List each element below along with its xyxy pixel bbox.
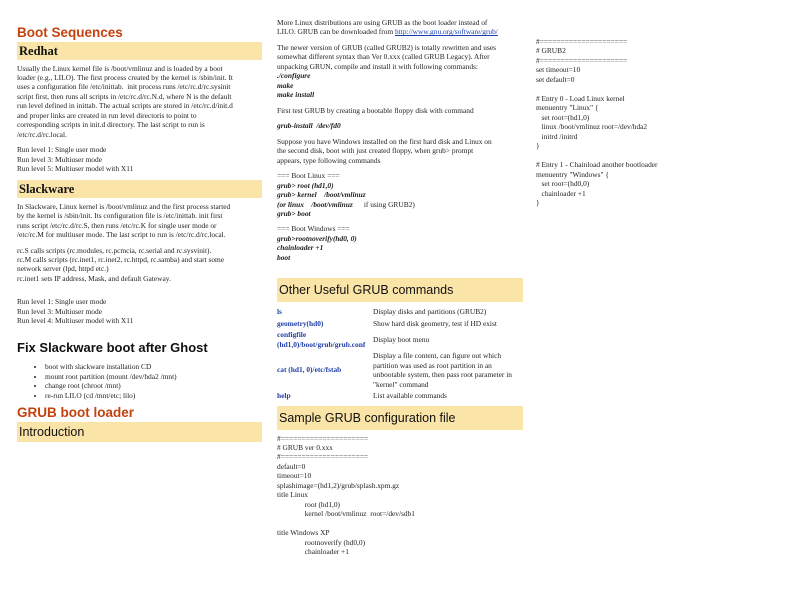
code-line: }	[536, 141, 540, 151]
command-line: ./configure	[277, 71, 311, 81]
floppy-command: grub-install /dev/fd0	[277, 121, 341, 131]
code-line: set default=0	[536, 74, 575, 84]
text-line: by the kernel is /sbin/init. Its configuration file is /etc/inittab. init first	[17, 211, 223, 221]
fix-slackware-title: Fix Slackware boot after Ghost	[17, 339, 208, 355]
command-line: make install	[277, 90, 315, 100]
grub-boot-loader-title: GRUB boot loader	[17, 405, 134, 421]
command-desc: List available commands	[373, 391, 447, 401]
runlevel-line: Run level 1: Single user mode	[17, 297, 107, 307]
text-line: corresponding scripts in init.d directory. The last script to run is	[17, 120, 205, 130]
text-line: and proper links are created in run level directoris to point to	[17, 110, 197, 120]
code-line: initrd /initrd	[536, 131, 578, 141]
command-name: cat (hd1, 0)/etc/fstab	[277, 365, 342, 375]
text-line: runs script /etc/rc.d/rc.S, then runs /etc/rc.K for single user mode or	[17, 220, 217, 230]
text-line: Usually the Linux kernel file is /boot/vmlinuz and is loaded by a boot	[17, 63, 223, 73]
text-line: In Slackware, Linux kernel is /boot/vmlinuz and the first process started	[17, 201, 231, 211]
list-item: • change root (chroot /mnt)	[45, 381, 262, 390]
text-line: appears, type following commands	[277, 155, 381, 165]
list-item: • mount root partition (mount /dev/hda2 /mnt)	[45, 372, 262, 381]
code-line: #=====================	[536, 37, 628, 46]
code-line: #=====================	[536, 55, 628, 65]
code-line: # Entry 0 - Load Linux kernel	[536, 93, 625, 103]
command-line: grub> boot	[277, 208, 311, 218]
grub2-paragraph	[277, 43, 523, 100]
grub2-note: if using GRUB2)	[352, 199, 415, 209]
slackware-paragraph	[17, 202, 262, 240]
code-line: title Windows XP	[277, 528, 330, 538]
command-name: help	[277, 391, 291, 401]
code-line: set root=(hd0,0)	[536, 179, 590, 189]
text-line: somewhat different syntax than Ver 0.xxx (called GRUB Legacy). After	[277, 52, 490, 62]
command-line: chainloader +1	[277, 243, 324, 253]
command-line: (or linux /boot/vmlinuz	[277, 199, 353, 209]
command-desc: Show hard disk geometry, test if HD exist	[373, 318, 497, 328]
redhat-paragraph	[17, 64, 262, 140]
command-line: grub>rootnoverify(hd0, 0)	[277, 233, 357, 243]
command-desc: Display a file content, can figure out which partition was used as root partition in an unbootable system, then pass root parameter in "kernel" command	[373, 351, 512, 389]
text-line: The newer version of GRUB (called GRUB2) is totally rewritten and uses	[277, 42, 496, 52]
command-name: ls	[277, 307, 282, 317]
redhat-heading: Redhat	[17, 42, 262, 60]
windows-linux-paragraph	[277, 137, 523, 165]
code-line: chainloader +1	[277, 547, 349, 557]
code-line: timeout=10	[277, 471, 312, 481]
text-line: /etc/rc.d/rc.local.	[17, 129, 67, 139]
column-1	[17, 20, 262, 446]
command-name: configfile (hd1,0)/boot/grub/grub.conf	[277, 330, 366, 349]
sample-config-lines	[277, 434, 523, 557]
slackware-heading: Slackware	[17, 180, 262, 198]
runlevel-line: Run level 5: Multiuser model with X11	[17, 164, 134, 174]
code-line: root (hd1,0)	[277, 499, 341, 509]
table-row	[277, 350, 523, 390]
code-line: menuentry "Linux" {	[536, 103, 599, 113]
grub-commands-table	[277, 306, 523, 401]
command-line: boot	[277, 252, 291, 262]
fix-steps-list	[17, 362, 262, 400]
command-line: grub> kernel /boot/vmlinuz	[277, 190, 366, 200]
command-name: geometry(hd0)	[277, 318, 324, 328]
text-line: rc.M calls scripts (rc.inet1, rc.inet2, rc.httpd, rc.samba) and start some	[17, 255, 225, 264]
text-line: Suppose you have Windows installed on the first hard disk and Linux on	[277, 136, 492, 146]
command-desc: Display disks and partitions (GRUB2)	[373, 307, 487, 317]
boot-linux-header: === Boot Linux ===	[277, 171, 340, 181]
code-line: #=====================	[277, 452, 369, 462]
code-line: set root=(hd1,0)	[536, 112, 590, 122]
code-line: #=====================	[277, 433, 369, 443]
text-line: the second disk, boot with just created floppy, when grub> prompt	[277, 146, 474, 156]
text-line: More Linux distributions are using GRUB as the boot loader instead of	[277, 18, 488, 27]
column-2	[277, 18, 523, 557]
sample-config-heading: Sample GRUB configuration file	[277, 406, 523, 430]
code-line	[536, 151, 736, 160]
grub2-config-lines	[536, 37, 736, 207]
boot-windows-block	[277, 224, 523, 262]
redhat-runlevels	[17, 145, 262, 173]
code-line: default=0	[277, 461, 306, 471]
code-line	[277, 519, 523, 528]
command-line: grub> root (hd1,0)	[277, 180, 334, 190]
code-line: # GRUB2	[536, 46, 566, 56]
code-line: chainloader +1	[536, 188, 586, 198]
runlevel-line: Run level 1: Single user mode	[17, 145, 107, 155]
list-item: • re-run LILO (cd /mnt/etc; lilo)	[45, 391, 262, 400]
command-line: make	[277, 80, 294, 90]
runlevel-line: Run level 3: Multiuser mode	[17, 154, 102, 164]
floppy-text: First test GRUB by creating a bootable floppy disk with command	[277, 105, 474, 115]
code-line: rootnoverify (hd0,0)	[277, 537, 366, 547]
code-line: }	[536, 197, 540, 207]
code-line: linux /boot/vmlinuz root=/dev/hda2	[536, 122, 648, 132]
table-row	[277, 329, 523, 350]
code-line: menuentry "Windows" {	[536, 169, 609, 179]
command-desc: Display boot menu	[373, 334, 430, 344]
other-commands-heading: Other Useful GRUB commands	[277, 278, 523, 302]
table-row	[277, 318, 523, 329]
text-line: /etc/rc.M for multiuser mode. The last script to run is /etc/rc.d/rc.local.	[17, 230, 226, 240]
text-line: run level defined in inittab. The actual scripts are stored in /etc/rc.d/init.d	[17, 101, 233, 111]
code-line: title Linux	[277, 490, 308, 500]
introduction-heading: Introduction	[17, 422, 262, 442]
runlevel-line: Run level 3: Multiuser mode	[17, 306, 102, 316]
list-item: • boot with slackware installation CD	[45, 362, 262, 371]
boot-sequences-title: Boot Sequences	[17, 25, 123, 40]
text-line: script first, then runs all scripts in /etc/rc.d/rc.N.d, where N is the default	[17, 91, 232, 101]
slackware-rc-paragraph	[17, 246, 262, 284]
code-line: # Entry 1 - Chainload another bootloader	[536, 160, 658, 170]
text-line: LILO. GRUB can be downloaded from	[277, 27, 396, 37]
code-line	[536, 84, 736, 93]
text-line: uses a configuration file /etc/inittab. init process runs /etc/rc.d/rc.sysinit	[17, 82, 231, 92]
text-line: network server (lpd, httpd etc.)	[17, 264, 109, 274]
table-row	[277, 306, 523, 317]
intro-paragraph	[277, 18, 523, 37]
column-3	[536, 37, 736, 207]
code-line: kernel /boot/vmlinuz root=/dev/sdb1	[277, 509, 416, 519]
code-line: splashimage=(hd1,2)/grub/splash.xpm.gz	[277, 480, 400, 490]
text-line: unpacking GRUN, compile and install it with following commands:	[277, 61, 478, 71]
grub-download-link[interactable]: http://www.gnu.org/software/grub/	[395, 27, 498, 37]
code-line: set timeout=10	[536, 65, 581, 75]
runlevel-line: Run level 4: Multiuser model with X11	[17, 316, 134, 326]
boot-linux-block	[277, 171, 523, 218]
text-line: rc.S calls scripts (rc.modules, rc.pcmcia, rc.serial and rc.sysvinit).	[17, 245, 212, 255]
table-row	[277, 390, 523, 401]
text-line: rc.inet1 sets IP address, Mask, and default Gateway.	[17, 273, 171, 283]
boot-windows-header: === Boot Windows ===	[277, 224, 350, 234]
text-line: loader (e.g., LILO). The first process created by the kernel is /sbin/init. It	[17, 72, 233, 82]
code-line: # GRUB ver 0.xxx	[277, 443, 333, 452]
slackware-runlevels	[17, 297, 262, 325]
